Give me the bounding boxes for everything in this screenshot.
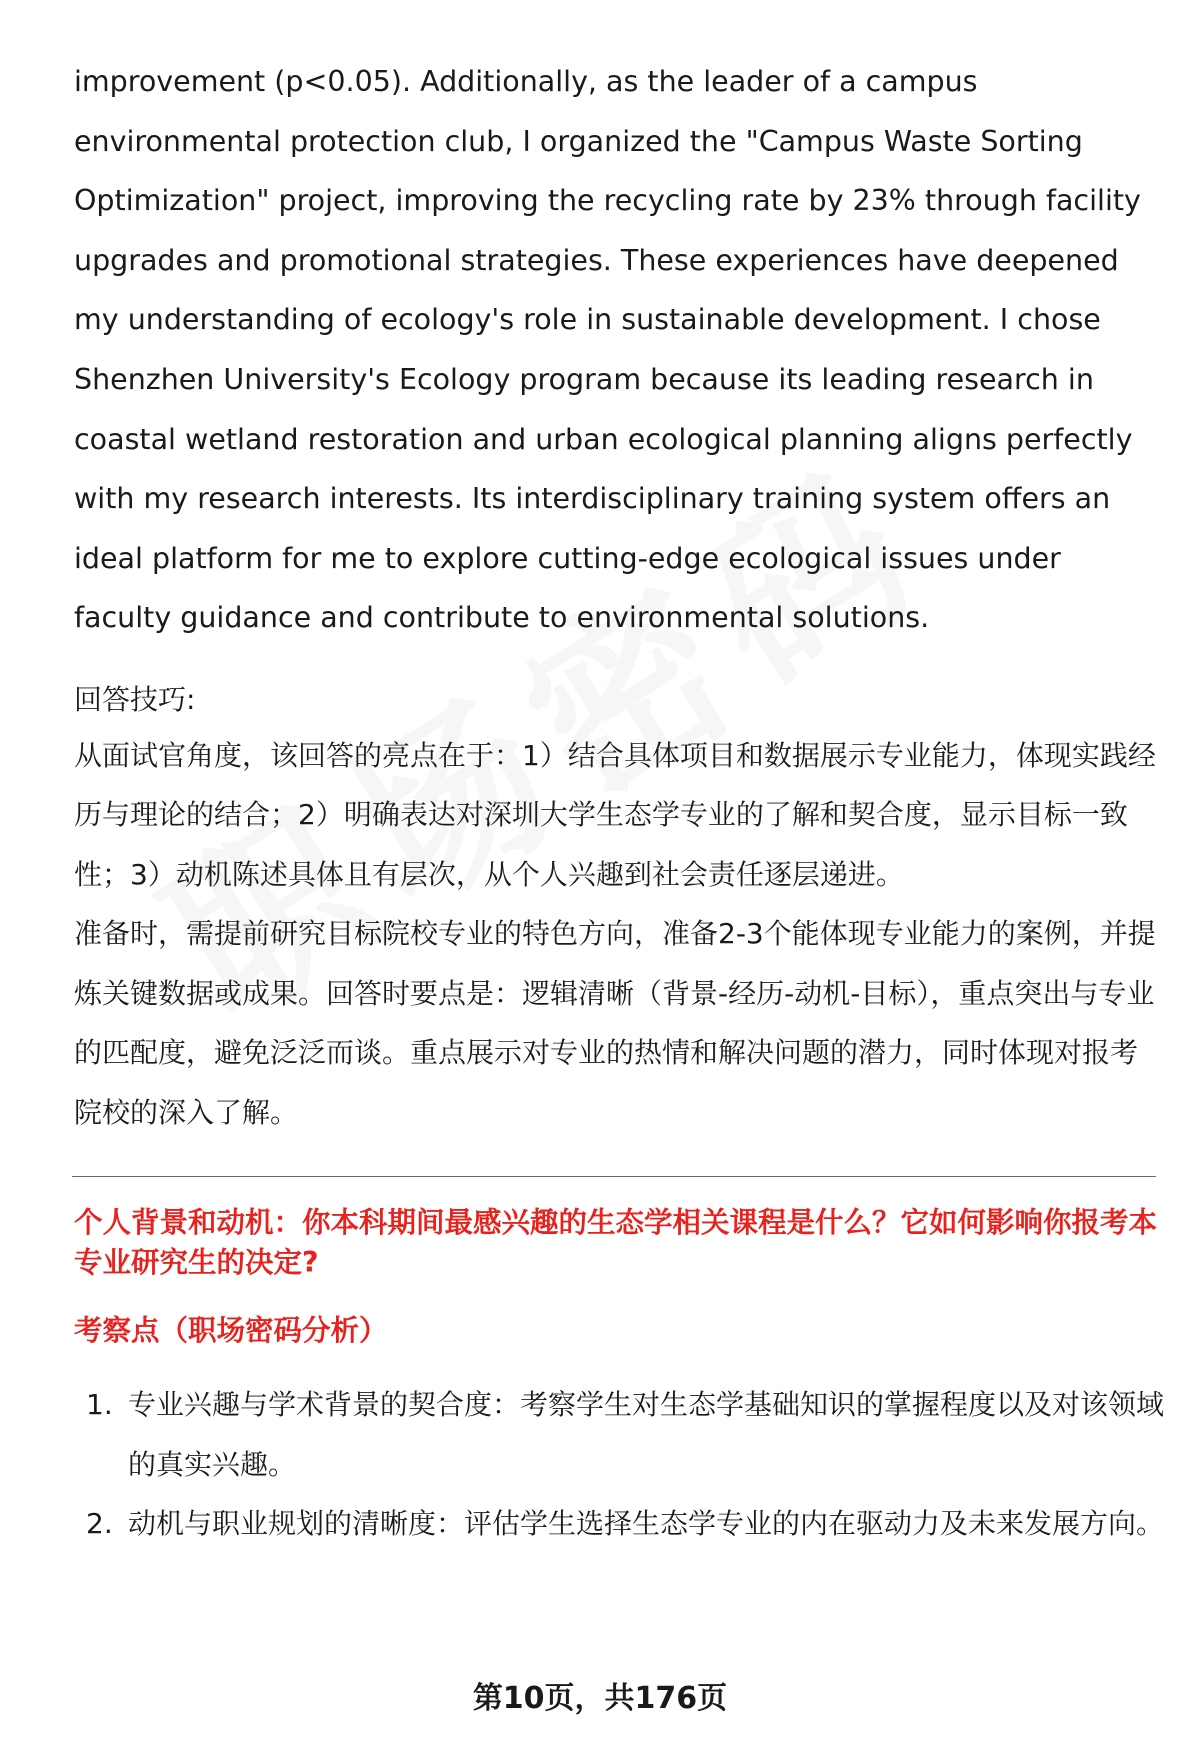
answer-tips-label: 回答技巧: bbox=[74, 682, 196, 716]
interview-question: 个人背景和动机：你本科期间最感兴趣的生态学相关课程是什么？它如何影响你报考本专业研究生的决定? bbox=[74, 1206, 1158, 1280]
list-item-number: 2. bbox=[86, 1507, 113, 1541]
english-answer-paragraph: improvement (p<0.05). Additionally, as the leader of a campus environmental protection club, I organized the "Campus Waste Sorting Optimization" project, improving the recycling rate by 23% through facility upgrades and promotional strategies. These experiences have deepened my understanding of ecology's role in sustainable development. I chose Shenzhen University's Ecology program because its leading research in coastal wetland restoration and urban ecological planning aligns perfectly with my research interests. Its interdisciplinary training system offers an ideal platform for me to explore cutting-edge ecological issues under faculty guidance and contribute to environmental solutions. bbox=[74, 65, 1141, 635]
list-item-text: 专业兴趣与学术背景的契合度：考察学生对生态学基础知识的掌握程度以及对该领域的真实兴趣。 bbox=[128, 1388, 1165, 1481]
page-footer: 第10页，共176页 bbox=[472, 1681, 728, 1716]
list-item bbox=[74, 1494, 1164, 1554]
list-item-text: 动机与职业规划的清晰度：评估学生选择生态学专业的内在驱动力及未来发展方向。 bbox=[128, 1507, 1165, 1541]
assessment-points-heading: 考察点（职场密码分析） bbox=[74, 1314, 388, 1348]
answer-tips-paragraph-1: 从面试官角度，该回答的亮点在于：1）结合具体项目和数据展示专业能力，体现实践经历与理论的结合；2）明确表达对深圳大学生态学专业的了解和契合度，显示目标一致性；3）动机陈述具体且有层次，从个人兴趣到社会责任逐层递进。 bbox=[74, 738, 1156, 891]
assessment-points-list bbox=[74, 1375, 1164, 1554]
list-item-number: 1. bbox=[86, 1388, 113, 1422]
list-item bbox=[74, 1375, 1164, 1494]
document-body bbox=[74, 52, 1164, 1554]
section-divider bbox=[72, 1176, 1156, 1177]
answer-tips-paragraph-2: 准备时，需提前研究目标院校专业的特色方向，准备2-3个能体现专业能力的案例，并提炼关键数据或成果。回答时要点是：逻辑清晰（背景-经历-动机-目标），重点突出与专业的匹配度，避免泛泛而谈。重点展示对专业的热情和解决问题的潜力，同时体现对报考院校的深入了解。 bbox=[74, 917, 1156, 1129]
